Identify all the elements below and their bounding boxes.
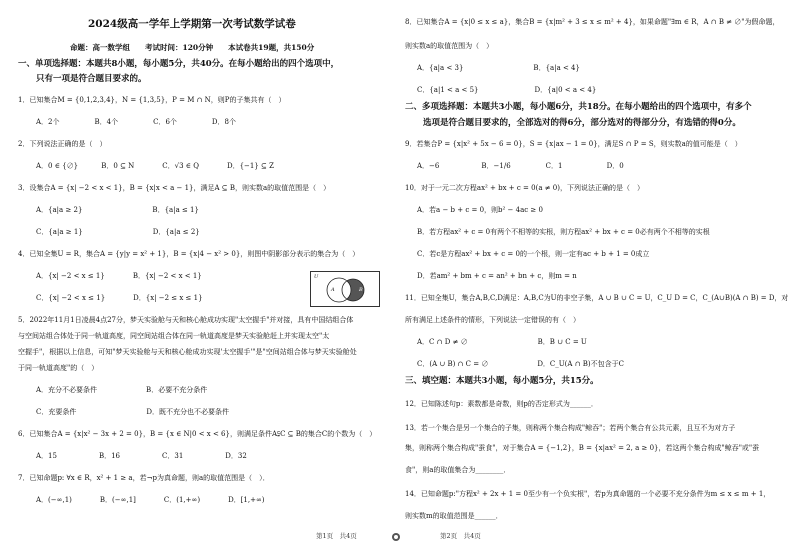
question-5-line-4: 于同一轨道高度"的（ ） xyxy=(18,364,99,372)
venn-label-u: U xyxy=(314,274,319,280)
question-1-options: A．2个 B．4个 C．6个 D．8个 xyxy=(36,118,236,126)
question-3-options-ab: A．{a|a ≥ 2} B．{a|a ≤ 1} xyxy=(36,206,199,214)
question-4: 4．已知全集U = R，集合A = {y|y = x² + 1}，B = {x|4 − x² > 0}，则图中阴影部分表示的集合为（ ） xyxy=(18,250,360,258)
question-2: 2．下列说法正确的是（ ） xyxy=(18,140,107,148)
question-7-options: A．(−∞,1) B．(−∞,1] C．(1,+∞) D．[1,+∞) xyxy=(36,496,265,504)
venn-label-a: A xyxy=(331,287,335,293)
section-2-heading-cont: 选项是符合题目要求的，全部选对的得6分，部分选对的得部分分，有选错的得0分。 xyxy=(423,118,741,128)
exam-info: 命题：高一数学组 考试时间：120分钟 本试卷共19题，共150分 xyxy=(70,43,315,52)
venn-label-b: B xyxy=(359,287,363,293)
question-10-option-c: C．若c是方程ax² + bx + c = 0的一个根，则一定有ac + b + 1 = 0成立 xyxy=(417,250,650,258)
page-divider-dot-icon xyxy=(392,533,400,541)
page-number-1: 第1页 共4页 xyxy=(316,532,357,540)
question-5-line-3: 空握手"，根据以上信息，可知"梦天实验舱与天和核心舱成功实现'太空握手'"是"空间站组合体与梦天实验舱处 xyxy=(18,348,357,356)
question-9: 9．若集合P = {x|x² + 5x − 6 = 0}，S = {x|ax − 1 = 0}，满足S ∩ P = S，则实数a的值可能是（ ） xyxy=(405,140,742,148)
question-6-options: A．15 B．16 C．31 D．32 xyxy=(36,452,247,460)
question-10-option-d: D．若am² + bm + c = an² + bn + c，则m = n xyxy=(417,272,577,280)
question-13-line-1: 13．若一个集合是另一个集合的子集，则称两个集合构成"鲸吞"；若两个集合有公共元素，且互不为对方子 xyxy=(405,424,736,432)
question-10-option-b: B．若方程ax² + c = 0有两个不相等的实根，则方程ax² + bx + c = 0必有两个不相等的实根 xyxy=(417,228,710,236)
question-6: 6．已知集合A = {x|x² − 3x + 2 = 0}，B = {x ∈ N|0 < x < 6}，则满足条件A⫋C ⊆ B的集合C的个数为（ ） xyxy=(18,430,377,438)
question-5-options-ab: A．充分不必要条件 B．必要不充分条件 xyxy=(36,386,208,394)
question-13-line-3: 食"，则a的取值集合为________． xyxy=(405,466,511,474)
question-10: 10．对于一元二次方程ax² + bx + c = 0(a ≠ 0)，下列说法正确的是（ ） xyxy=(405,184,644,192)
question-14-line-2: 则实数m的取值范围是______． xyxy=(405,512,503,520)
page-number-2: 第2页 共4页 xyxy=(440,532,481,540)
question-7: 7．已知命题p: ∀x ∈ R，x² + 1 ≥ a，若¬p为真命题，则a的取值范围是（ ）． xyxy=(18,474,270,482)
question-3: 3．设集合A = {x| −2 < x < 1}，B = {x|x < a − 1}，满足A ⊆ B，则实数a的取值范围是（ ） xyxy=(18,184,331,192)
question-11-line-1: 11．已知全集U，集合A,B,C,D满足：A,B,C为U的非空子集，A ∪ B ∪ C = U，C_U D = C，C_(A∪B)(A ∩ B) = D，对 xyxy=(405,294,789,302)
question-8-options-ab: A．{a|a < 3} B．{a|a < 4} xyxy=(417,64,580,72)
section-1-heading-cont: 只有一项是符合题目要求的。 xyxy=(36,74,147,84)
question-11-line-2: 所有满足上述条件的情形，下列说法一定错误的有（ ） xyxy=(405,316,580,324)
question-1: 1．已知集合M = {0,1,2,3,4}，N = {1,3,5}，P = M ∩ N，则P的子集共有（ ） xyxy=(18,96,286,104)
question-9-options: A．−6 B．−1/6 C．1 D．0 xyxy=(417,162,624,170)
question-3-options-cd: C．{a|a ≥ 1} D．{a|a ≤ 2} xyxy=(36,228,200,236)
question-2-options: A．0 ∈ {∅} B．0 ⊆ N C．√3 ∈ Q D．{−1} ⊆ Z xyxy=(36,162,274,170)
question-10-option-a: A．若a − b + c = 0，则b² − 4ac ≥ 0 xyxy=(417,206,543,214)
section-2-heading: 二、多项选择题：本题共3小题，每小题6分，共18分。在每小题给出的四个选项中，有多个 xyxy=(405,102,752,112)
question-5-line-1: 5．2022年11月1日凌晨4点27分，梦天实验舱与天和核心舱成功实现"太空握手"并对接，具有中国结组合体 xyxy=(18,316,354,324)
venn-diagram xyxy=(310,271,380,307)
question-13-line-2: 集，则称两个集合构成"蚕食"，对于集合A = {−1,2}，B = {x|ax² = 2, a ≥ 0}，若这两个集合构成"鲸吞"或"蚕 xyxy=(405,444,760,452)
question-11-options-cd: C．(A ∪ B) ∩ C = ∅ D．C_U(A ∩ B)不包含于C xyxy=(417,360,625,368)
question-5-options-cd: C．充要条件 D．既不充分也不必要条件 xyxy=(36,408,229,416)
question-4-options-ab: A．{x| −2 < x ≤ 1} B．{x| −2 < x < 1} xyxy=(36,272,202,280)
section-1-heading: 一、单项选择题：本题共8小题，每小题5分，共40分。在每小题给出的四个选项中， xyxy=(18,59,340,69)
question-12: 12．已知陈述句p：素数都是奇数，则p的否定形式为______． xyxy=(405,400,598,408)
venn-circles xyxy=(311,272,379,306)
question-8-options-cd: C．{a|1 < a < 5} D．{a|0 < a < 4} xyxy=(417,86,597,94)
question-5-line-2: 与空间站组合体处于同一轨道高度，同空间站组合体在同一轨道高度是梦天实验舱赶上并实现太空"太 xyxy=(18,332,330,340)
question-11-options-ab: A．C ∩ D ≠ ∅ B．B ∪ C = U xyxy=(417,338,587,346)
exam-title: 2024级高一学年上学期第一次考试数学试卷 xyxy=(88,18,296,30)
question-4-options-cd: C．{x| −2 < x ≤ 1} D．{x| −2 ≤ x ≤ 1} xyxy=(36,294,203,302)
question-8-cont: 则实数a的取值范围为（ ） xyxy=(405,42,494,50)
question-14-line-1: 14．已知命题p:"方程x² + 2x + 1 = 0至少有一个负实根"，若p为真命题的一个必要不充分条件为m ≤ x ≤ m + 1， xyxy=(405,490,771,498)
section-3-heading: 三、填空题：本题共3小题，每小题5分，共15分。 xyxy=(405,376,599,386)
question-8: 8．已知集合A = {x|0 ≤ x ≤ a}，集合B = {x|m² + 3 ≤ x ≤ m² + 4}，如果命题"∃m ∈ R，A ∩ B ≠ ∅"为假命题， xyxy=(405,18,780,26)
